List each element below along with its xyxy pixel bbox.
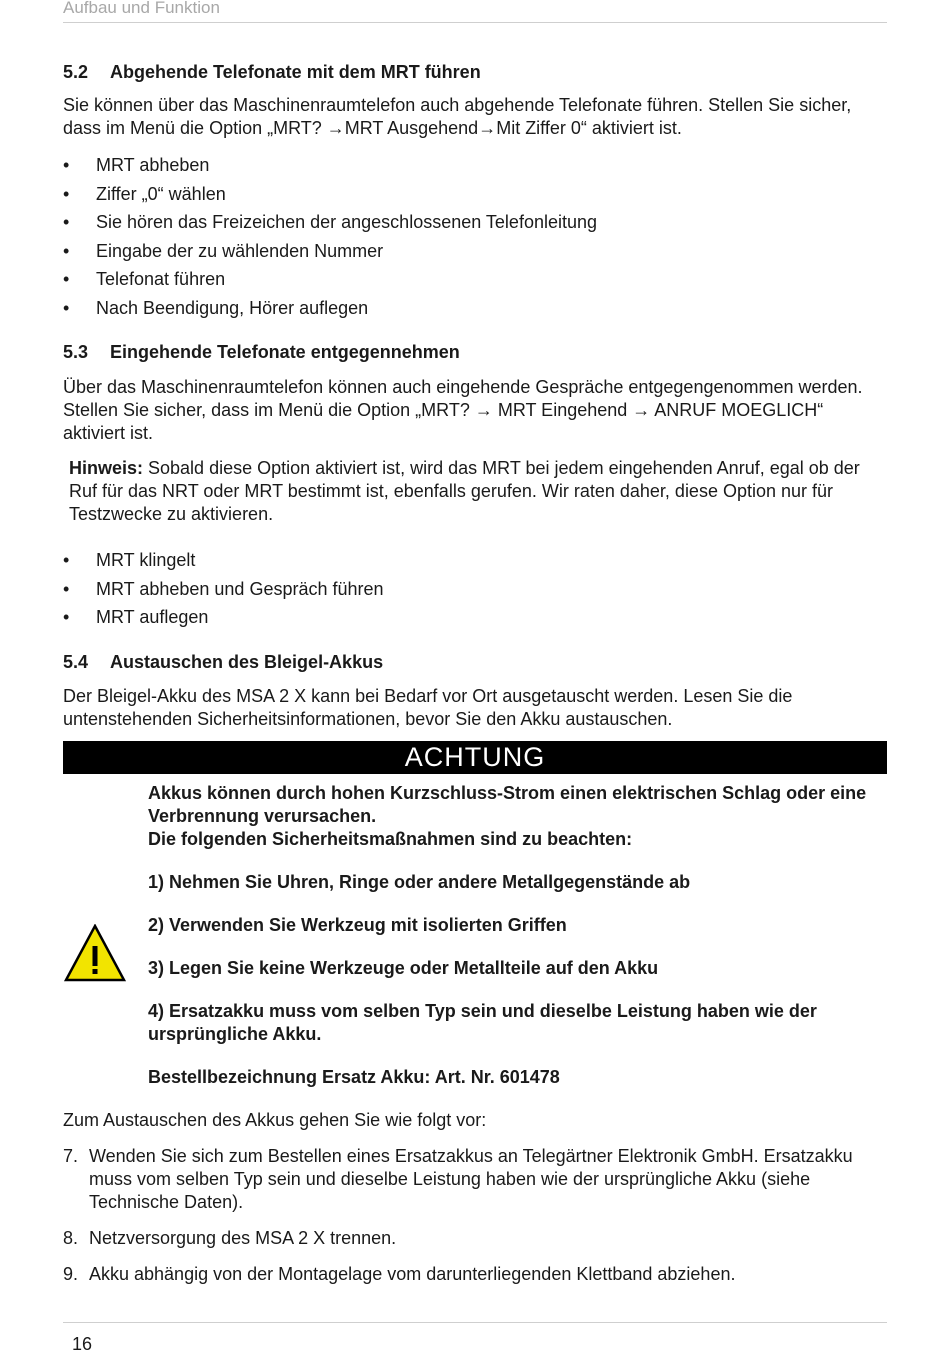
step-number: 7.: [63, 1145, 79, 1166]
list-item: • Telefonat führen: [63, 265, 887, 294]
section-title: Eingehende Telefonate entgegennehmen: [110, 342, 460, 362]
running-header: Aufbau und Funktion: [63, 0, 220, 16]
warning-item: 4) Ersatzakku muss vom selben Typ sein und dieselbe Leistung haben wie der ursprüngliche Akku.: [148, 1000, 817, 1044]
section-heading-5-3: [63, 340, 887, 364]
section-number: 5.4: [63, 651, 89, 672]
list-item: [63, 1263, 887, 1286]
warning-banner: ACHTUNG: [63, 741, 887, 774]
header-rule: [63, 22, 887, 23]
document-page: [63, 0, 887, 1286]
bullet-list: [63, 151, 887, 322]
list-item: • MRT klingelt: [63, 546, 887, 575]
warning-item: 1) Nehmen Sie Uhren, Ringe oder andere Metallgegenstände ab: [148, 871, 691, 892]
step-text: Netzversorgung des MSA 2 X trennen.: [89, 1227, 397, 1248]
step-number: 9.: [63, 1263, 79, 1284]
page-number: 16: [72, 1334, 93, 1354]
list-item: • Sie hören das Freizeichen der angeschlossenen Telefonleitung: [63, 208, 887, 237]
list-item: • MRT abheben und Gespräch führen: [63, 575, 887, 604]
warning-text: Akkus können durch hohen Kurzschluss-Strom einen elektrischen Schlag oder eine Verbrennung verursachen.: [148, 782, 867, 826]
section-number: 5.3: [63, 342, 89, 362]
list-item: • MRT auflegen: [63, 603, 887, 632]
section-title: Abgehende Telefonate mit dem MRT führen: [110, 62, 481, 82]
numbered-list: [63, 1145, 887, 1286]
list-item: [63, 1145, 887, 1214]
section-heading-5-2: [63, 60, 887, 84]
note-text: Sobald diese Option aktiviert ist, wird das MRT bei jedem eingehenden Anruf, egal ob der Ruf für das NRT oder MRT bestimmt ist, ebenfalls gerufen. Wir raten daher, diese Option nur für Testzwecke zu aktivieren.: [69, 458, 860, 524]
step-number: 8.: [63, 1227, 79, 1248]
step-text: Akku abhängig von der Montagelage vom darunterliegenden Klettband abziehen.: [89, 1263, 736, 1284]
list-item: • Eingabe der zu wählenden Nummer: [63, 237, 887, 266]
paragraph: Über das Maschinenraumtelefon können auch eingehende Gespräche entgegengenommen werden. Stellen Sie sicher, dass im Menü die Option „MRT? → MRT Eingehend → ANRUF MOEGLICH“ aktiviert ist.: [63, 377, 863, 443]
warning-box: [63, 774, 887, 1089]
footer-rule: [63, 1322, 887, 1323]
section-heading-5-4: [63, 650, 887, 674]
bullet-list: [63, 546, 887, 632]
warning-item: 2) Verwenden Sie Werkzeug mit isolierten Griffen: [148, 914, 567, 935]
list-item: • Ziffer „0“ wählen: [63, 180, 887, 209]
note: [63, 457, 887, 526]
paragraph: Zum Austauschen des Akkus gehen Sie wie folgt vor:: [63, 1109, 487, 1130]
order-number: Bestellbezeichnung Ersatz Akku: Art. Nr. 601478: [148, 1066, 560, 1087]
warning-triangle-icon: [64, 924, 126, 982]
list-item: • Nach Beendigung, Hörer auflegen: [63, 294, 887, 323]
note-label: Hinweis:: [69, 458, 144, 478]
section-number: 5.2: [63, 62, 89, 82]
warning-text: Die folgenden Sicherheitsmaßnahmen sind zu beachten:: [148, 828, 633, 849]
list-item: • MRT abheben: [63, 151, 887, 180]
paragraph: Der Bleigel-Akku des MSA 2 X kann bei Bedarf vor Ort ausgetauscht werden. Lesen Sie die untenstehenden Sicherheitsinformationen, bevor Sie den Akku austauschen.: [63, 685, 793, 729]
list-item: [63, 1227, 887, 1250]
step-text: Wenden Sie sich zum Bestellen eines Ersatzakkus an Telegärtner Elektronik GmbH. Ersatzakku muss vom selben Typ sein und dieselbe Leistung haben wie der ursprüngliche Akku (siehe Technische Daten).: [89, 1145, 853, 1212]
paragraph: Sie können über das Maschinenraumtelefon auch abgehende Telefonate führen. Stellen Sie sicher, dass im Menü die Option „MRT? →MRT Ausgehend→Mit Ziffer 0“ aktiviert ist.: [63, 95, 852, 138]
warning-item: 3) Legen Sie keine Werkzeuge oder Metallteile auf den Akku: [148, 957, 659, 978]
section-title: Austauschen des Bleigel-Akkus: [110, 651, 384, 672]
